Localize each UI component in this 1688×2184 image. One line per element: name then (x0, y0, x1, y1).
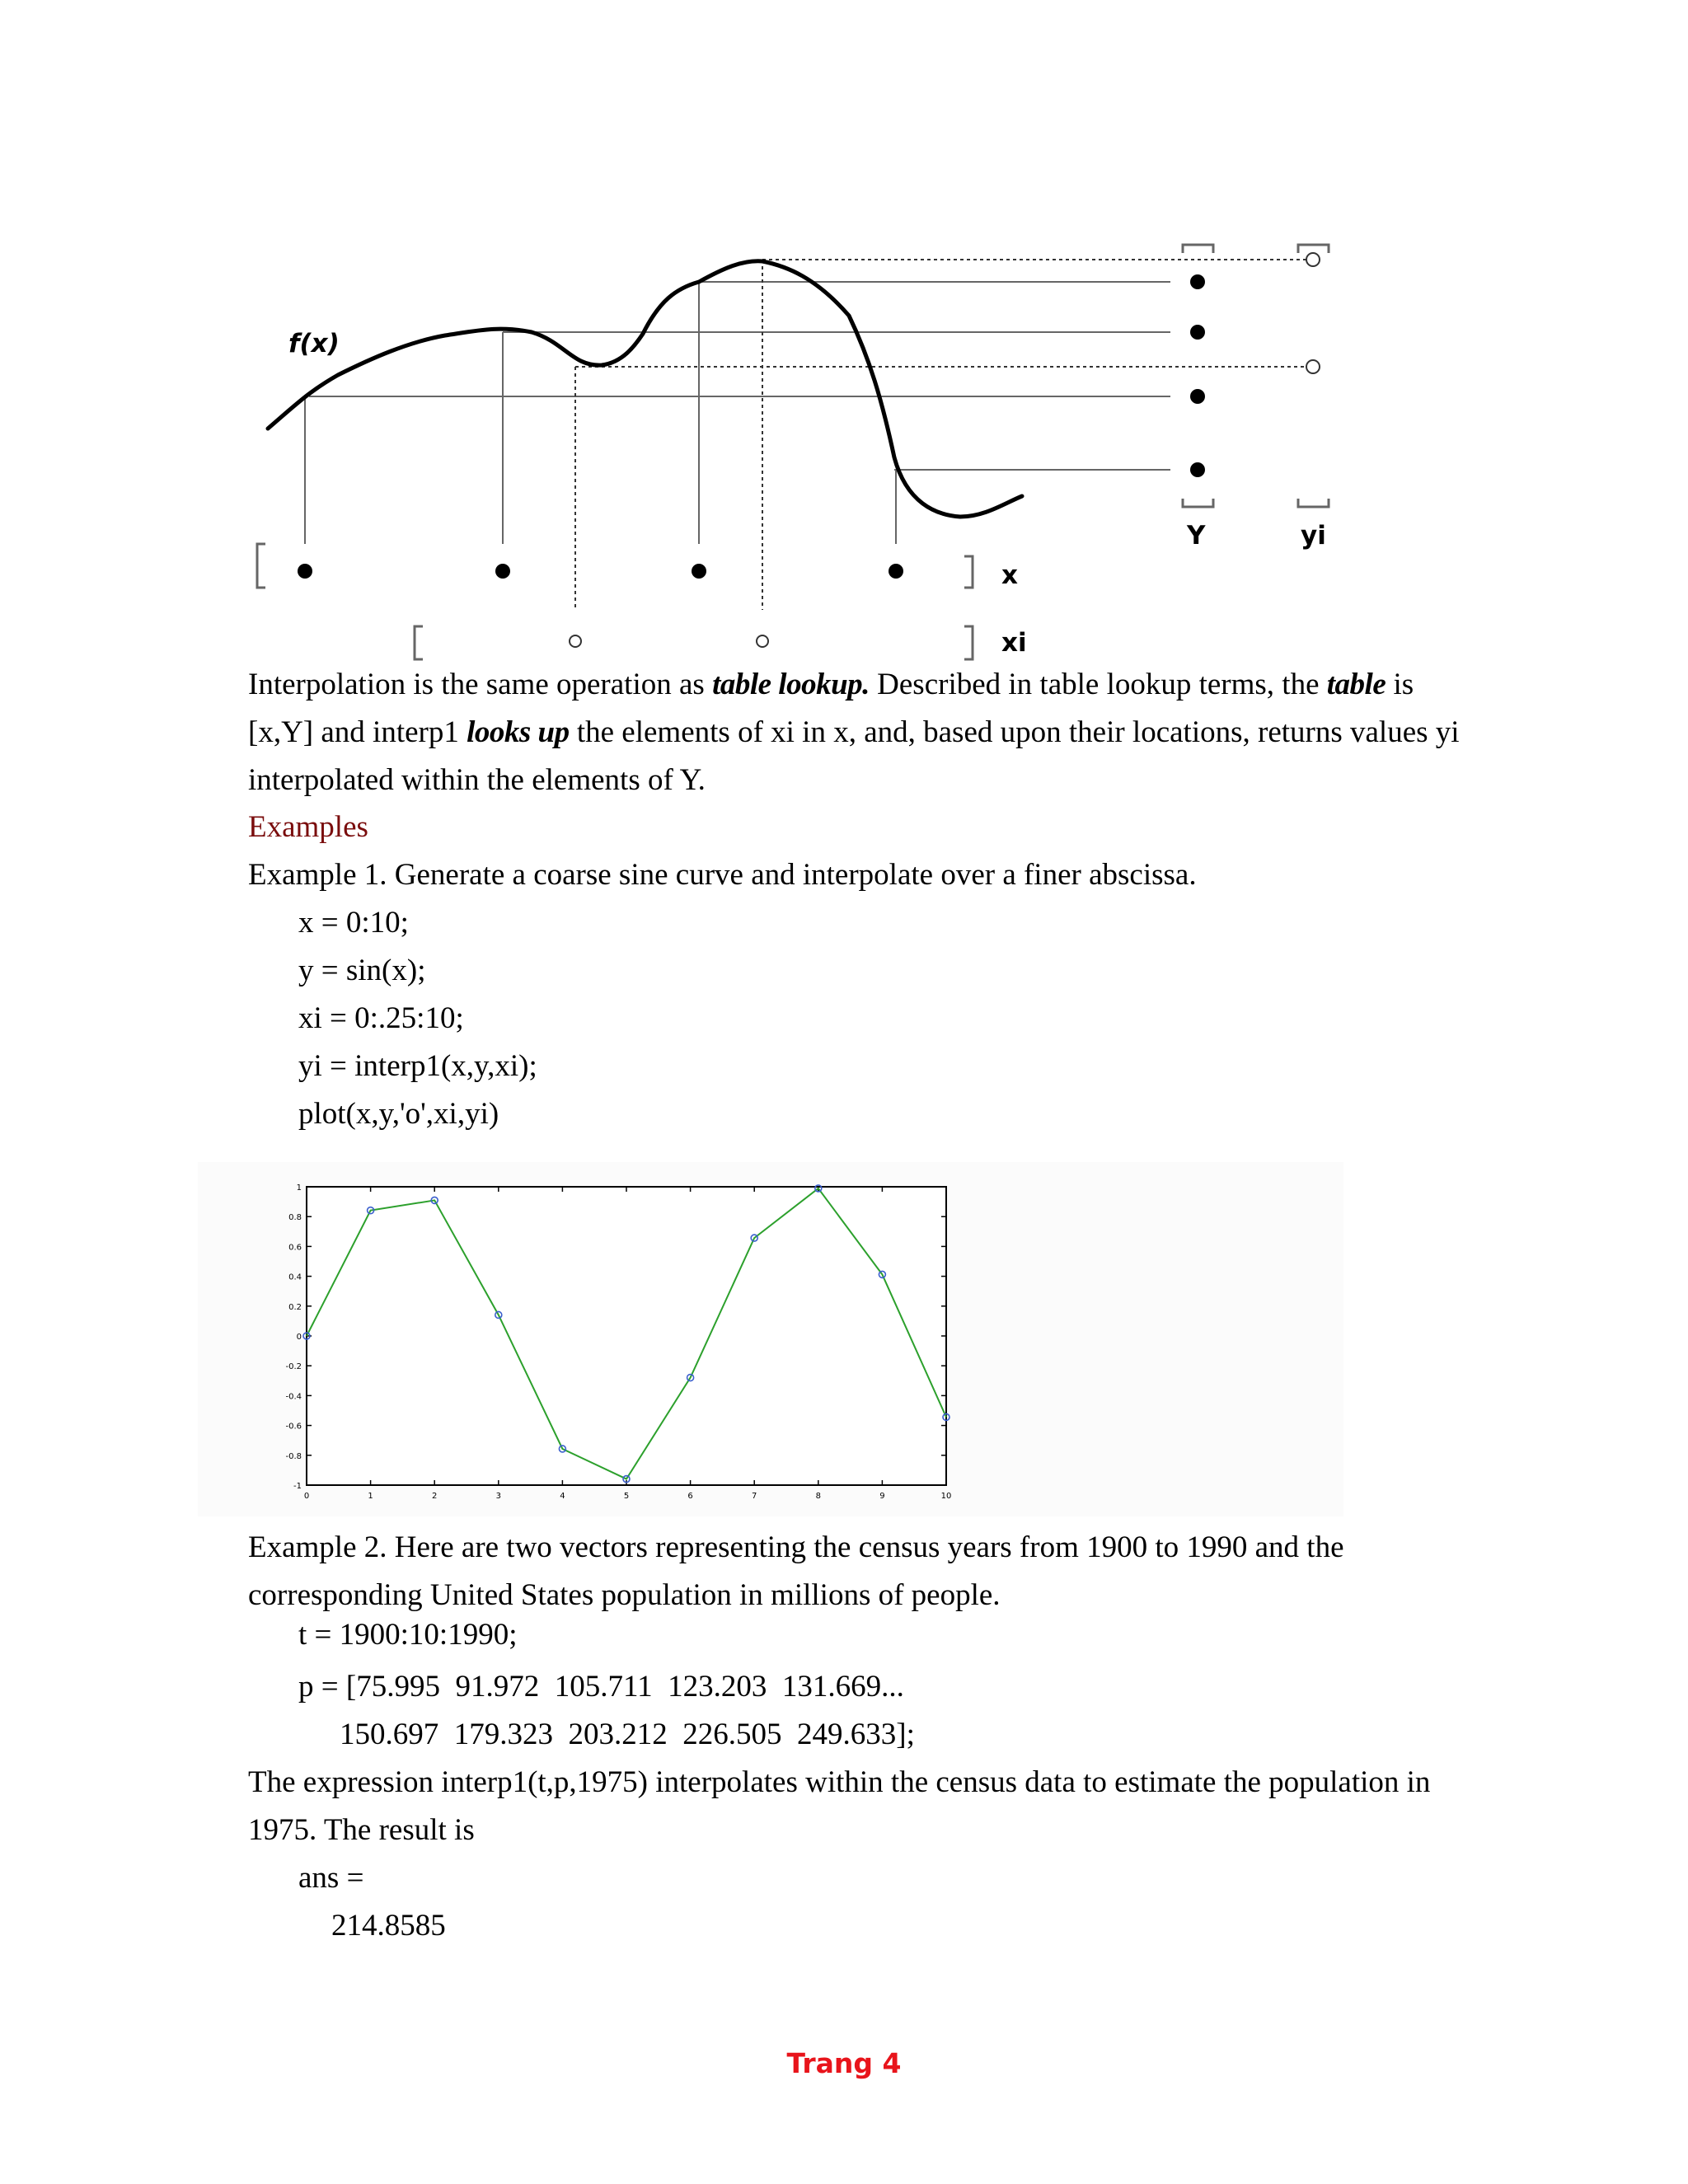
y-tick-label: 0.2 (288, 1302, 302, 1312)
y-tick-label: -0.2 (285, 1362, 302, 1372)
yi-label: yi (1301, 521, 1326, 551)
text-run: Described in table lookup terms, the (869, 668, 1327, 701)
x-tick-label: 7 (752, 1492, 757, 1501)
y-tick-label: -1 (293, 1482, 302, 1491)
x-tick-label: 10 (940, 1492, 952, 1501)
example1-intro: Example 1. Generate a coarse sine curve and interpolate over a finer abscissa. (248, 858, 1197, 892)
y-vector (1183, 245, 1213, 507)
y-tick-label: 1 (296, 1183, 302, 1193)
x-tick-label: 5 (623, 1492, 630, 1501)
interpolation-diagram (247, 218, 1409, 668)
example1-code-line: plot(x,y,'o',xi,yi) (298, 1097, 499, 1131)
x-tick-label: 3 (495, 1492, 501, 1501)
y-tick-label: 0.8 (288, 1213, 302, 1223)
example1-code-line: x = 0:10; (298, 906, 409, 940)
xi-label: xi (1001, 628, 1027, 658)
x-tick-label: 4 (560, 1492, 565, 1501)
example1-code-line: yi = interp1(x,y,xi); (298, 1049, 537, 1083)
x-vector (257, 544, 973, 588)
example2-code-p-cont: 150.697 179.323 203.212 226.505 249.633]; (340, 1718, 915, 1751)
fx-curve (268, 261, 1022, 517)
y-tick-label: 0 (296, 1333, 302, 1342)
emphasis-table: table (1326, 668, 1386, 701)
y-tick-label: -0.8 (285, 1451, 302, 1461)
emphasis-looks-up: looks up (467, 715, 570, 749)
y-tick-label: 0.4 (288, 1272, 302, 1282)
emphasis-table-lookup: table lookup. (712, 668, 870, 701)
text-run: is [x,Y] and interp1 (248, 668, 1414, 749)
xi-projection-lines (575, 260, 762, 610)
sine-interpolation-chart (198, 1162, 1343, 1516)
y-tick-label: -0.4 (285, 1392, 302, 1402)
page-number: Trang 4 (786, 2047, 902, 2079)
y-tick-label: -0.6 (285, 1422, 302, 1432)
y-tick-label: 0.6 (288, 1243, 302, 1253)
example1-code-line: xi = 0:.25:10; (298, 1001, 464, 1035)
text-run: the elements of xi in x, and, based upon their locations, returns values yi interpolated within the elements of Y. (248, 715, 1460, 797)
answer-value: 214.8585 (331, 1909, 446, 1943)
x-tick-label: 2 (432, 1492, 438, 1501)
x-tick-label: 1 (368, 1492, 373, 1501)
y-label: Y (1187, 521, 1206, 551)
x-label: x (1001, 560, 1018, 590)
x-tick-label: 9 (879, 1492, 885, 1501)
x-tick-label: 8 (815, 1492, 821, 1501)
interp1-explanation: The expression interp1(t,p,1975) interpolates within the census data to estimate the population in 1975. The result is (248, 1765, 1431, 1847)
text-run: Interpolation is the same operation as (248, 668, 713, 701)
example1-code-line: y = sin(x); (298, 954, 426, 987)
xi-vector (415, 626, 973, 659)
examples-heading: Examples (248, 810, 368, 844)
fx-label: f(x) (288, 329, 340, 359)
x-tick-label: 0 (303, 1492, 310, 1501)
x-tick-label: 6 (687, 1492, 693, 1501)
x-projection-lines (305, 282, 896, 544)
y-projection-lines (309, 282, 1170, 470)
interpolation-description (248, 661, 1468, 804)
example2-intro: Example 2. Here are two vectors representing the census years from 1900 to 1990 and the corresponding United States population in millions of people. (248, 1530, 1344, 1612)
answer-label: ans = (298, 1861, 364, 1895)
example2-code-p: p = [75.995 91.972 105.711 123.203 131.669... (298, 1670, 904, 1704)
example2-code-t: t = 1900:10:1990; (298, 1618, 518, 1652)
yi-vector (1298, 245, 1329, 507)
